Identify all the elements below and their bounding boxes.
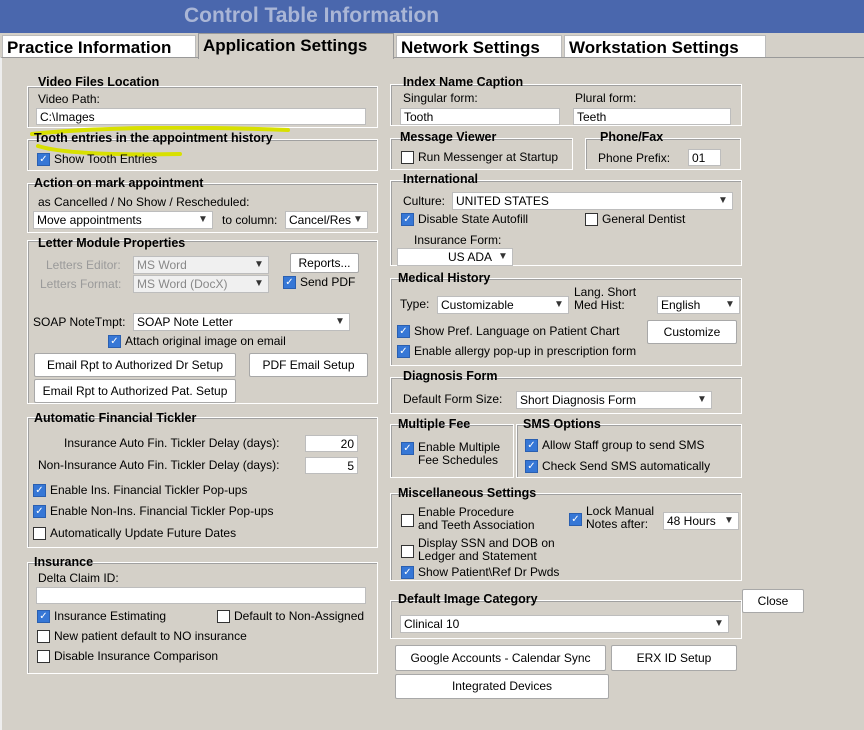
letters-editor-value: MS Word [137,258,187,272]
reports-button[interactable]: Reports... [290,253,359,273]
letters-editor-select [133,256,269,274]
enable-multiple-fee-line2: Fee Schedules [418,453,499,467]
delta-claim-label: Delta Claim ID: [38,571,119,585]
enable-procedure-label [418,506,535,532]
email-pat-setup-button[interactable]: Email Rpt to Authorized Pat. Setup [34,379,236,403]
checkbox-unchecked-icon [33,527,46,540]
financial-tickler-title: Automatic Financial Tickler [34,411,197,425]
column-select-value: Cancel/Res [289,213,352,227]
nonins-popup-checkbox[interactable] [33,504,273,518]
sms-options-title: SMS Options [523,417,601,431]
show-ref-pwds-label: Show Patient\Ref Dr Pwds [418,565,560,579]
lang-value: English [661,298,701,312]
video-path-input[interactable]: C:\Images [36,108,366,125]
default-form-size-value: Short Diagnosis Form [520,393,637,407]
check-send-sms-checkbox[interactable] [525,459,710,473]
phone-prefix-input[interactable]: 01 [688,149,721,166]
checkbox-checked-icon: ✓ [401,213,414,226]
lang-short-label: Lang. Short [574,285,637,299]
checkbox-checked-icon: ✓ [283,276,296,289]
disable-state-autofill-checkbox[interactable] [401,212,528,226]
disable-comparison-checkbox[interactable] [37,649,218,663]
attach-image-label: Attach original image on email [125,334,286,348]
enable-procedure-line1: Enable Procedure [418,505,515,519]
ins-popup-checkbox[interactable] [33,483,247,497]
culture-value: UNITED STATES [456,194,549,208]
show-pref-language-label: Show Pref. Language on Patient Chart [414,324,620,338]
to-column-label: to column: [222,213,278,227]
enable-multiple-fee-line1: Enable Multiple [418,440,501,454]
letters-format-label: Letters Format: [40,277,122,291]
disable-state-autofill-label: Disable State Autofill [418,212,529,226]
title-bar [0,0,864,33]
medical-type-label: Type: [400,297,430,311]
new-patient-no-ins-label: New patient default to NO insurance [54,629,247,643]
run-messenger-checkbox[interactable] [401,150,558,164]
auto-update-checkbox[interactable] [33,526,236,540]
insurance-form-value: US ADA [447,250,492,264]
checkbox-unchecked-icon [585,213,598,226]
phone-fax-title: Phone/Fax [600,130,664,144]
chevron-down-icon: ▼ [198,214,208,225]
email-dr-setup-button[interactable]: Email Rpt to Authorized Dr Setup [34,353,236,377]
checkbox-unchecked-icon [37,630,50,643]
general-dentist-label: General Dentist [602,212,686,226]
video-path-label: Video Path: [38,92,100,106]
allergy-popup-label: Enable allergy pop-up in prescription form [414,344,637,358]
ins-delay-input[interactable]: 20 [305,435,358,452]
ins-popup-label: Enable Ins. Financial Tickler Pop-ups [50,483,248,497]
message-viewer-title: Message Viewer [400,130,497,144]
general-dentist-checkbox[interactable] [585,212,685,226]
checkbox-unchecked-icon [37,650,50,663]
checkbox-checked-icon: ✓ [108,335,121,348]
singular-form-input[interactable]: Tooth [400,108,560,125]
chevron-down-icon: ▼ [254,259,264,270]
soap-template-value: SOAP Note Letter [137,315,233,329]
lock-manual-line1: Lock Manual [586,504,655,518]
medical-history-title: Medical History [398,271,491,285]
lock-hours-select[interactable] [663,512,739,530]
insurance-form-select[interactable] [397,248,513,266]
letters-format-select [133,275,269,293]
checkbox-unchecked-icon [401,514,414,527]
tab-workstation-settings[interactable]: Workstation Settings [564,35,766,58]
culture-select[interactable] [452,192,733,210]
display-ssn-line1: Display SSN and DOB on [418,536,555,550]
letter-module-title: Letter Module Properties [38,236,186,250]
attach-image-checkbox[interactable] [108,334,286,348]
singular-form-label: Singular form: [403,91,478,105]
chevron-down-icon: ▼ [353,214,363,225]
display-ssn-line2: Ledger and Statement [418,549,537,563]
medical-type-value: Customizable [441,298,514,312]
action-select-value: Move appointments [37,213,142,227]
chevron-down-icon: ▼ [714,618,724,629]
letters-editor-label: Letters Editor: [46,258,121,272]
close-button[interactable]: Close [742,589,804,613]
image-category-value: Clinical 10 [404,617,460,631]
international-title: International [403,172,479,186]
medical-type-select[interactable] [437,296,569,314]
chevron-down-icon: ▼ [498,251,508,262]
default-nonassigned-label: Default to Non-Assigned [234,609,365,623]
lock-manual-line2: Notes after: [586,517,649,531]
pdf-email-setup-button[interactable]: PDF Email Setup [249,353,368,377]
action-title: Action on mark appointment [34,176,204,190]
send-pdf-label: Send PDF [300,275,356,289]
insurance-form-label: Insurance Form: [414,233,502,247]
checkbox-unchecked-icon [217,610,230,623]
checkbox-unchecked-icon [401,151,414,164]
checkbox-checked-icon: ✓ [33,505,46,518]
soap-template-select[interactable] [133,313,350,331]
lock-manual-notes-label [586,505,654,531]
display-ssn-label [418,537,555,563]
insurance-title: Insurance [34,555,94,569]
checkbox-checked-icon: ✓ [397,325,410,338]
allow-staff-sms-label: Allow Staff group to send SMS [542,438,705,452]
chevron-down-icon: ▼ [718,195,728,206]
chevron-down-icon: ▼ [724,515,734,526]
checkbox-unchecked-icon [401,545,414,558]
customize-button[interactable]: Customize [647,320,737,344]
chevron-down-icon: ▼ [725,299,735,310]
misc-settings-title: Miscellaneous Settings [398,486,537,500]
integrated-devices-button[interactable]: Integrated Devices [395,674,609,699]
insurance-estimating-checkbox[interactable] [37,609,166,623]
plural-form-input[interactable]: Teeth [573,108,731,125]
enable-multiple-fee-checkbox[interactable] [401,441,500,467]
new-patient-no-ins-checkbox[interactable] [37,629,247,643]
action-desc-label: as Cancelled / No Show / Rescheduled: [38,195,250,209]
enable-procedure-checkbox[interactable] [401,506,535,532]
chevron-down-icon: ▼ [254,278,264,289]
default-form-size-select[interactable] [516,391,712,409]
checkbox-checked-icon: ✓ [37,153,50,166]
auto-update-label: Automatically Update Future Dates [50,526,237,540]
default-form-size-label: Default Form Size: [403,392,503,406]
checkbox-checked-icon: ✓ [401,566,414,579]
image-category-title: Default Image Category [398,592,538,606]
nonins-delay-input[interactable]: 5 [305,457,358,474]
video-files-title: Video Files Location [38,75,160,89]
column-select[interactable] [285,211,368,229]
soap-template-label: SOAP NoteTmpt: [33,315,126,329]
checkbox-checked-icon: ✓ [397,345,410,358]
show-pref-language-checkbox[interactable] [397,324,619,338]
tab-application-settings[interactable]: Application Settings [198,33,394,59]
check-send-sms-label: Check Send SMS automatically [542,459,711,473]
tab-network-settings[interactable]: Network Settings [396,35,562,58]
index-name-title: Index Name Caption [403,75,524,89]
lang-select[interactable] [657,296,740,314]
tooth-entries-title: Tooth entries in the appointment history [34,131,273,145]
action-select[interactable] [33,211,213,229]
letters-format-value: MS Word (DocX) [137,277,228,291]
enable-multiple-fee-label [418,441,500,467]
enable-procedure-line2: and Teeth Association [418,518,535,532]
display-ssn-checkbox[interactable] [401,537,555,563]
tab-strip [0,33,864,58]
default-nonassigned-checkbox[interactable] [217,609,364,623]
google-calendar-sync-button[interactable]: Google Accounts - Calendar Sync [395,645,606,671]
image-category-select[interactable] [400,615,729,633]
checkbox-checked-icon: ✓ [401,442,414,455]
phone-prefix-label: Phone Prefix: [598,151,671,165]
chevron-down-icon: ▼ [554,299,564,310]
lock-hours-value: 48 Hours [667,514,716,528]
diagnosis-form-title: Diagnosis Form [403,369,498,383]
plural-form-label: Plural form: [575,91,637,105]
chevron-down-icon: ▼ [697,394,707,405]
checkbox-checked-icon: ✓ [525,439,538,452]
checkbox-checked-icon: ✓ [37,610,50,623]
send-pdf-checkbox[interactable] [283,275,355,289]
culture-label: Culture: [403,194,446,208]
erx-id-setup-button[interactable]: ERX ID Setup [611,645,737,671]
allow-staff-sms-checkbox[interactable] [525,438,705,452]
med-hist-label: Med Hist: [574,298,625,312]
nonins-popup-label: Enable Non-Ins. Financial Tickler Pop-ups [50,504,274,518]
show-tooth-entries-checkbox[interactable] [37,152,157,166]
allergy-popup-checkbox[interactable] [397,344,636,358]
delta-claim-input[interactable] [36,587,366,604]
chevron-down-icon: ▼ [335,316,345,327]
tab-practice-information[interactable]: Practice Information [2,35,196,58]
run-messenger-label: Run Messenger at Startup [418,150,559,164]
checkbox-checked-icon: ✓ [569,513,582,526]
show-tooth-entries-label: Show Tooth Entries [54,152,158,166]
checkbox-checked-icon: ✓ [33,484,46,497]
multiple-fee-title: Multiple Fee [398,417,471,431]
checkbox-checked-icon: ✓ [525,460,538,473]
nonins-delay-label: Non-Insurance Auto Fin. Tickler Delay (days): [38,458,280,472]
window-title: Control Table Information [184,4,440,27]
ins-delay-label: Insurance Auto Fin. Tickler Delay (days): [64,436,280,450]
show-ref-pwds-checkbox[interactable] [401,565,559,579]
insurance-estimating-label: Insurance Estimating [54,609,167,623]
lock-manual-notes-checkbox[interactable] [569,505,654,531]
disable-comparison-label: Disable Insurance Comparison [54,649,219,663]
